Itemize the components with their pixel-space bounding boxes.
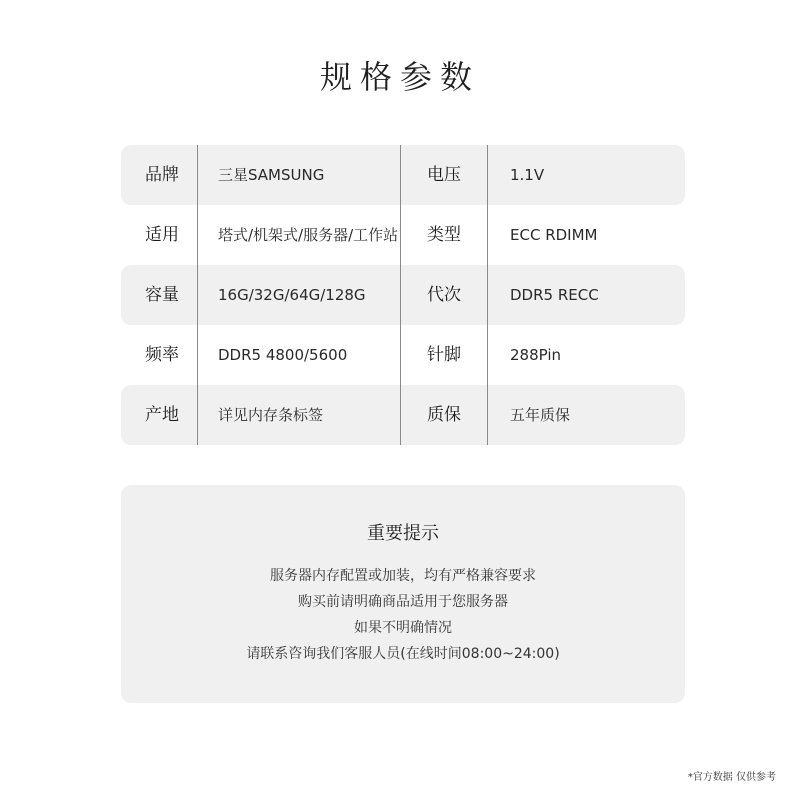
notice-text: [121, 563, 685, 667]
spec-value: DDR5 RECC: [510, 286, 599, 304]
notice-line: 服务器内存配置或加装，均有严格兼容要求: [270, 568, 536, 584]
notice-box: [121, 485, 685, 703]
notice-line: 如果不明确情况: [354, 620, 452, 636]
spec-value: 详见内存条标签: [218, 406, 324, 424]
spec-value: 三星SAMSUNG: [218, 166, 325, 184]
spec-value: 1.1V: [510, 166, 545, 184]
notice-line: 请联系咨询我们客服人员(在线时间08:00~24:00): [246, 646, 560, 662]
spec-value: 五年质保: [510, 406, 571, 424]
page-title: 规格参数: [319, 58, 480, 96]
spec-label: 针脚: [427, 345, 461, 365]
spec-value: 16G/32G/64G/128G: [218, 286, 366, 304]
spec-label: 代次: [427, 285, 461, 305]
spec-label: 电压: [427, 165, 461, 185]
spec-label: 类型: [427, 225, 461, 245]
spec-value: 塔式/机架式/服务器/工作站: [218, 226, 399, 244]
spec-row-frequency: [121, 325, 685, 385]
column-divider: [197, 145, 198, 445]
spec-label: 质保: [427, 405, 461, 425]
spec-value: 288Pin: [510, 346, 562, 364]
spec-table: [121, 145, 685, 445]
spec-label: 容量: [145, 285, 179, 305]
spec-value: DDR5 4800/5600: [218, 346, 348, 364]
footnote: *官方数据 仅供参考: [687, 772, 776, 783]
spec-label: 品牌: [145, 165, 179, 185]
spec-label: 频率: [145, 345, 179, 365]
notice-title: 重要提示: [367, 523, 439, 544]
spec-value: ECC RDIMM: [510, 226, 598, 244]
spec-label: 产地: [145, 405, 179, 425]
column-divider: [487, 145, 488, 445]
column-divider: [400, 145, 401, 445]
notice-line: 购买前请明确商品适用于您服务器: [298, 594, 508, 610]
spec-label: 适用: [145, 225, 179, 245]
spec-row-usage: [121, 205, 685, 265]
spec-row-capacity: [121, 265, 685, 325]
spec-row-brand: [121, 145, 685, 205]
spec-row-origin: [121, 385, 685, 445]
